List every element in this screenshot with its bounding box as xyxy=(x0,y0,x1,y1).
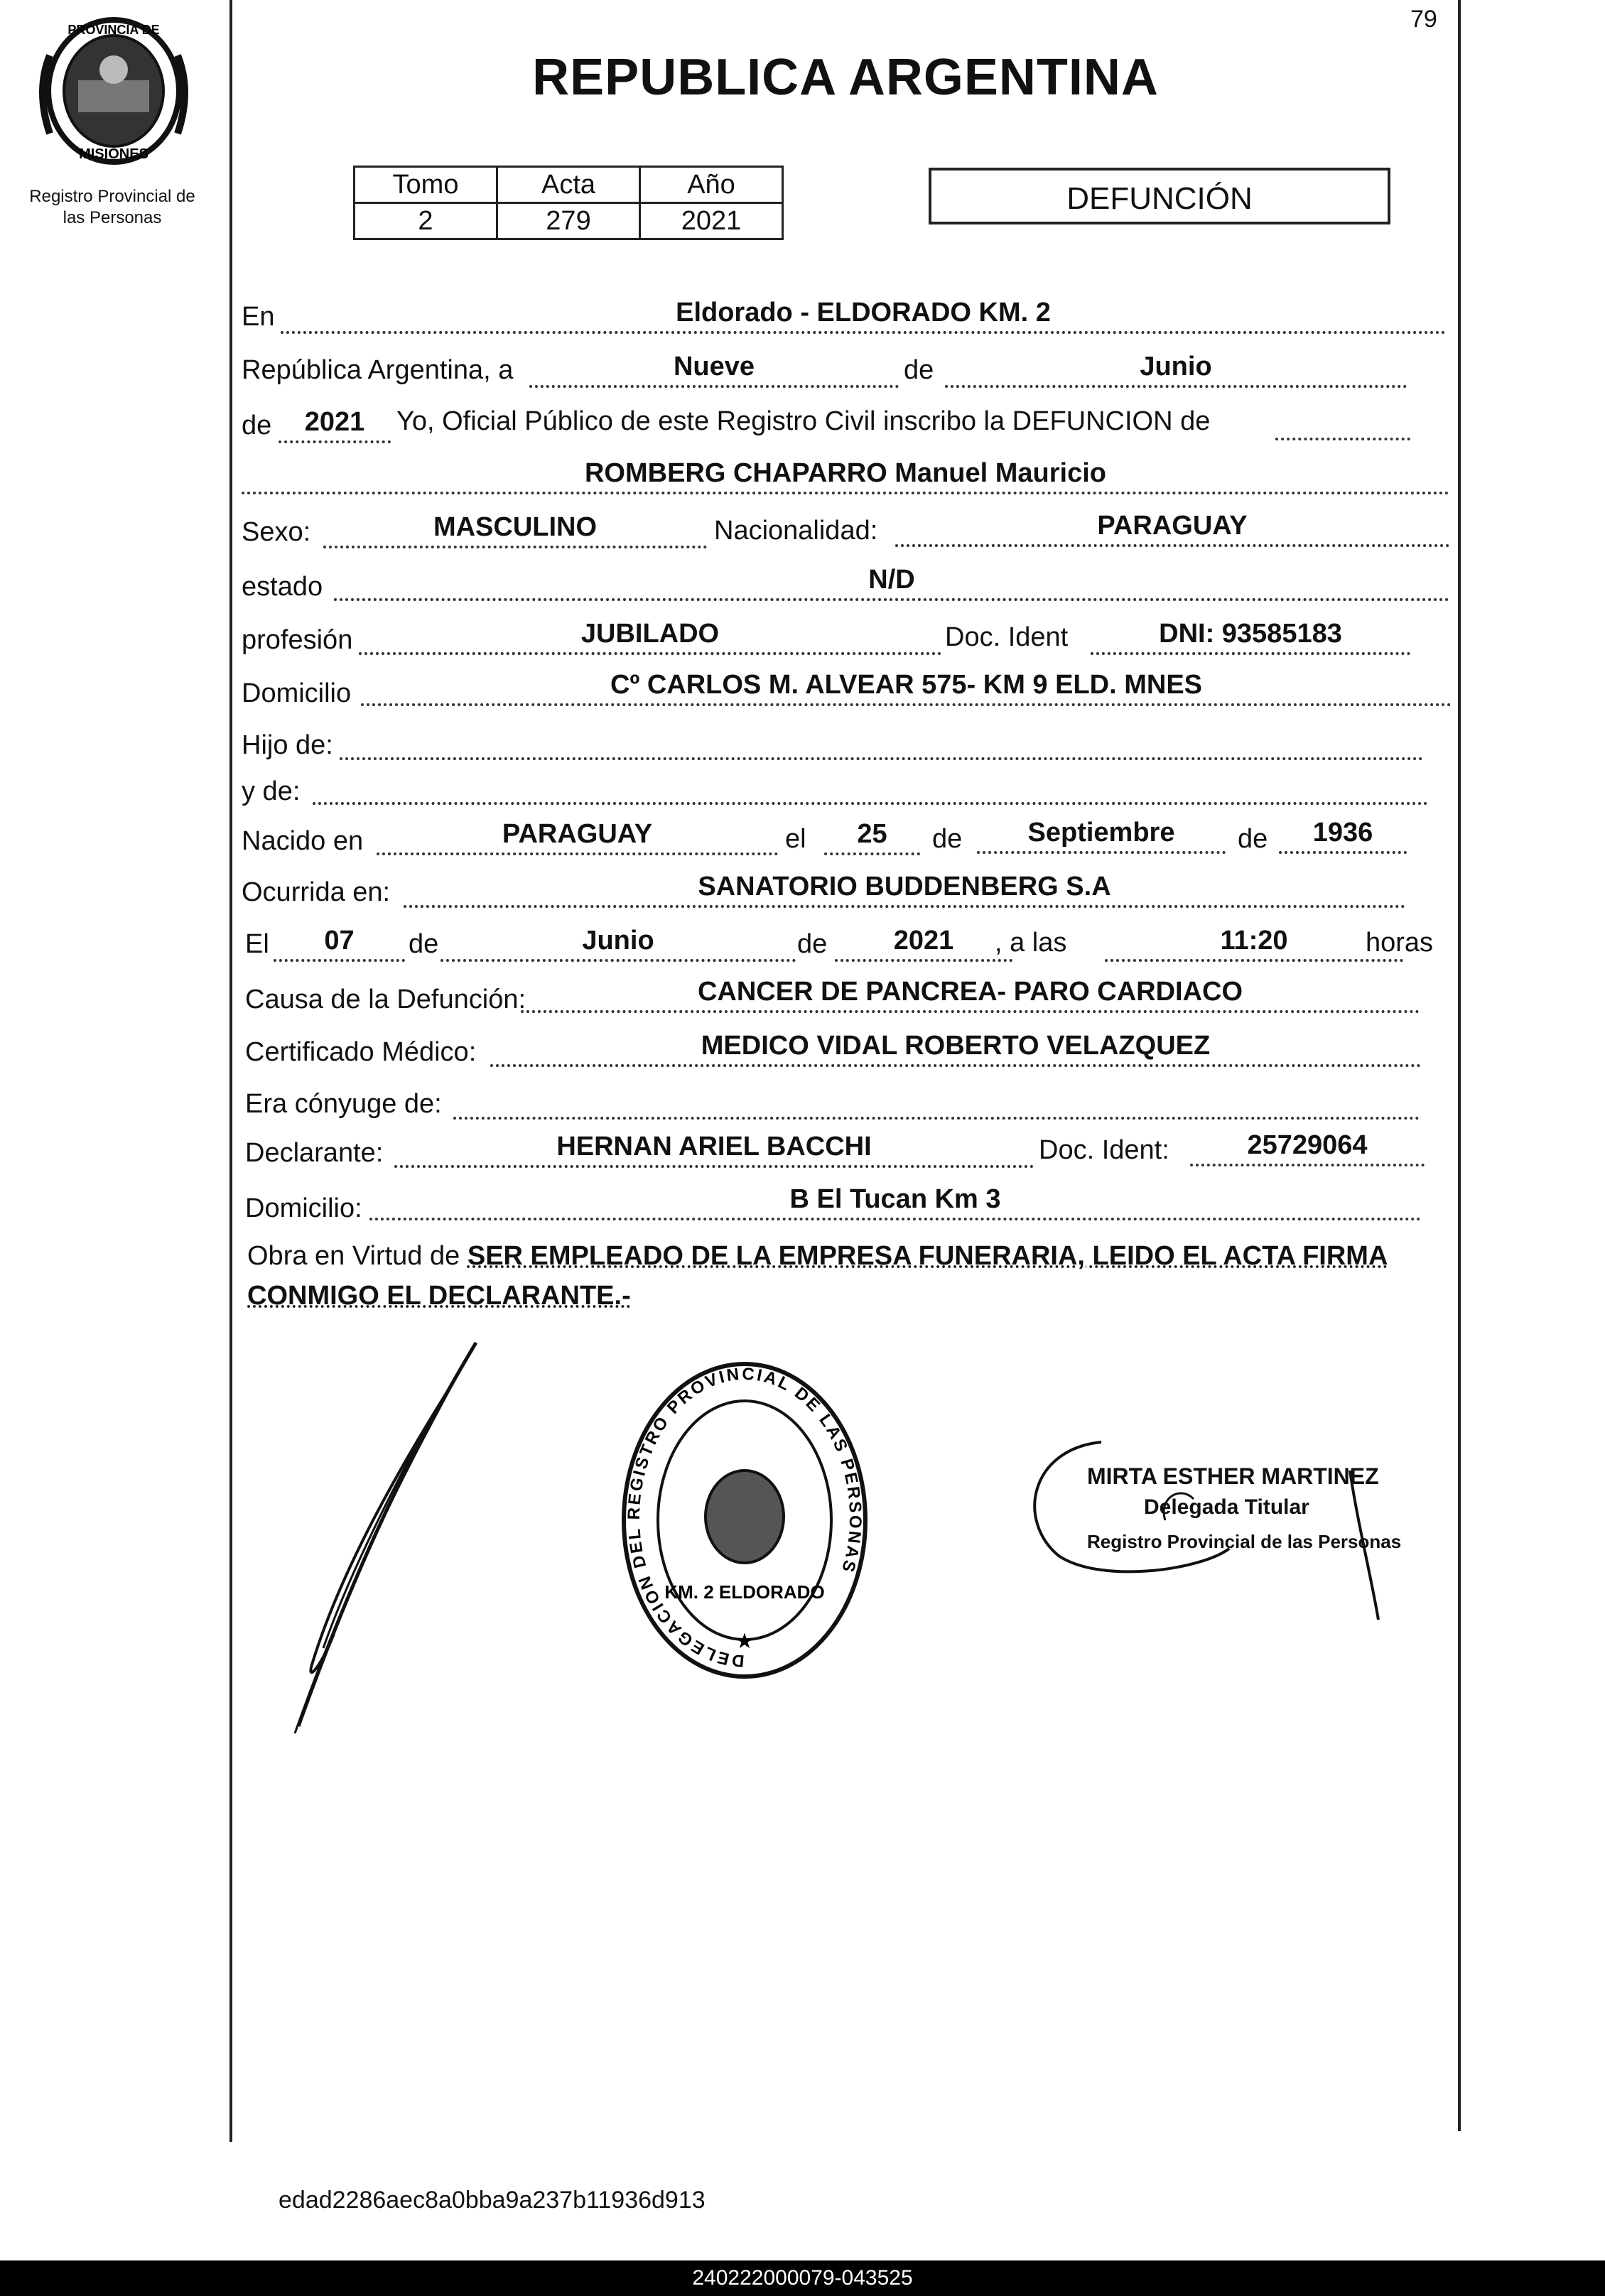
certificado-value: MEDICO VIDAL ROBERTO VELAZQUEZ xyxy=(490,1030,1421,1067)
acta-value: 279 xyxy=(497,203,640,239)
obra-label: Obra en Virtud de xyxy=(247,1241,460,1271)
stamp-inner-text: KM. 2 ELDORADO xyxy=(664,1581,825,1603)
document-hash: edad2286aec8a0bba9a237b11936d913 xyxy=(279,2187,706,2214)
seal-caption xyxy=(6,186,219,229)
causa-label: Causa de la Defunción: xyxy=(245,985,526,1014)
republica-label: República Argentina, a xyxy=(242,355,514,385)
causa-value: CANCER DE PANCREA- PARO CARDIACO xyxy=(521,976,1420,1013)
domicilio2-value: B El Tucan Km 3 xyxy=(369,1184,1421,1220)
ocurrida-value: SANATORIO BUDDENBERG S.A xyxy=(404,871,1405,908)
seal-caption-line2: las Personas xyxy=(63,208,162,227)
conyuge-dots xyxy=(453,1114,1420,1120)
anio-value: 2021 xyxy=(640,203,783,239)
registry-stamp xyxy=(617,1357,872,1684)
province-seal-icon xyxy=(36,13,192,169)
official-org: Registro Provincial de las Personas xyxy=(1087,1531,1402,1552)
doc-ident-value: DNI: 93585183 xyxy=(1091,618,1410,655)
seal-caption-line1: Registro Provincial de xyxy=(29,187,195,206)
hijo-dots xyxy=(340,754,1423,760)
de-label-5: de xyxy=(409,929,439,959)
nacido-label: Nacido en xyxy=(242,826,364,856)
page-number: 79 xyxy=(1410,6,1437,33)
alas-label: , a las xyxy=(995,928,1067,958)
official-signature-loop xyxy=(1016,1421,1414,1634)
defuncion-dia: 07 xyxy=(274,925,405,962)
ocurrida-label: Ocurrida en: xyxy=(242,877,391,907)
official-name: MIRTA ESTHER MARTINEZ xyxy=(1087,1463,1379,1489)
tomo-value: 2 xyxy=(355,203,497,239)
profesion-label: profesión xyxy=(242,625,353,655)
anio-label: Año xyxy=(640,167,783,203)
nacimiento-dia: 25 xyxy=(824,818,920,855)
right-margin-line xyxy=(1458,0,1461,2131)
obra-text: SER EMPLEADO DE LA EMPRESA FUNERARIA, LEIDO EL ACTA FIRMA CONMIGO EL DECLARANTE.- xyxy=(247,1241,1388,1311)
page-title: REPUBLICA ARGENTINA xyxy=(532,49,1159,106)
doc-ident2-value: 25729064 xyxy=(1190,1130,1425,1166)
document-type-box: DEFUNCIÓN xyxy=(929,168,1390,224)
profesion-value: JUBILADO xyxy=(359,618,941,655)
de-label-2: de xyxy=(242,411,272,440)
mes-value: Junio xyxy=(945,351,1407,388)
de-label-1: de xyxy=(904,355,934,385)
seal-top-text: PROVINCIA DE xyxy=(67,23,160,37)
conyuge-label: Era cónyuge de: xyxy=(245,1089,442,1119)
doc-ident2-label: Doc. Ident: xyxy=(1039,1135,1169,1165)
el-label: el xyxy=(785,824,806,854)
nacimiento-anio: 1936 xyxy=(1279,817,1407,854)
defuncion-hora: 11:20 xyxy=(1105,925,1403,962)
acta-label: Acta xyxy=(497,167,640,203)
inscribo-text: Yo, Oficial Público de este Registro Civil inscribo la DEFUNCION de xyxy=(396,406,1211,436)
footer-id-bar: 240222000079-043525 xyxy=(0,2260,1605,2296)
de-label-4: de xyxy=(1238,824,1268,854)
defuncion-mes: Junio xyxy=(441,925,796,962)
inscribo-dots xyxy=(1275,435,1410,440)
domicilio2-label: Domicilio: xyxy=(245,1193,362,1223)
yde-label: y de: xyxy=(242,776,301,806)
de-label-6: de xyxy=(797,929,828,959)
stamp-star-icon: ★ xyxy=(735,1630,755,1653)
left-margin-line xyxy=(229,0,232,2142)
sexo-label: Sexo: xyxy=(242,517,311,547)
declarante-label: Declarante: xyxy=(245,1138,384,1168)
dia-value: Nueve xyxy=(529,351,899,388)
stamp-ring-text: DELEGACION DEL REGISTRO PROVINCIAL DE LAS PERSONAS xyxy=(624,1364,865,1671)
en-value: Eldorado - ELDORADO KM. 2 xyxy=(281,297,1446,334)
horas-label: horas xyxy=(1366,928,1434,958)
el-label-2: El xyxy=(245,929,269,959)
defuncion-anio: 2021 xyxy=(835,925,1012,962)
domicilio-value: Cº CARLOS M. ALVEAR 575- KM 9 ELD. MNES xyxy=(361,669,1452,706)
de-label-3: de xyxy=(932,824,963,854)
estado-label: estado xyxy=(242,572,323,602)
sexo-value: MASCULINO xyxy=(323,511,707,548)
estado-value: N/D xyxy=(334,564,1449,601)
declarante-value: HERNAN ARIEL BACCHI xyxy=(394,1131,1034,1168)
yde-dots xyxy=(313,799,1428,805)
anio-inscripcion: 2021 xyxy=(279,406,391,443)
obra-paragraph xyxy=(247,1236,1455,1316)
official-role: Delegada Titular xyxy=(1144,1495,1309,1519)
register-table xyxy=(353,166,784,240)
declarant-signature xyxy=(256,1328,497,1755)
domicilio-label: Domicilio xyxy=(242,678,352,708)
nacimiento-mes: Septiembre xyxy=(977,817,1226,854)
deceased-name: ROMBERG CHAPARRO Manuel Mauricio xyxy=(242,457,1449,494)
hijo-label: Hijo de: xyxy=(242,730,333,760)
doc-ident-label: Doc. Ident xyxy=(945,622,1069,652)
en-label: En xyxy=(242,302,275,332)
seal-bottom-text: MISIONES xyxy=(79,146,148,162)
nacido-value: PARAGUAY xyxy=(377,818,778,855)
nacionalidad-value: PARAGUAY xyxy=(895,510,1449,547)
certificado-label: Certificado Médico: xyxy=(245,1037,477,1067)
nacionalidad-label: Nacionalidad: xyxy=(714,516,878,546)
tomo-label: Tomo xyxy=(355,167,497,203)
